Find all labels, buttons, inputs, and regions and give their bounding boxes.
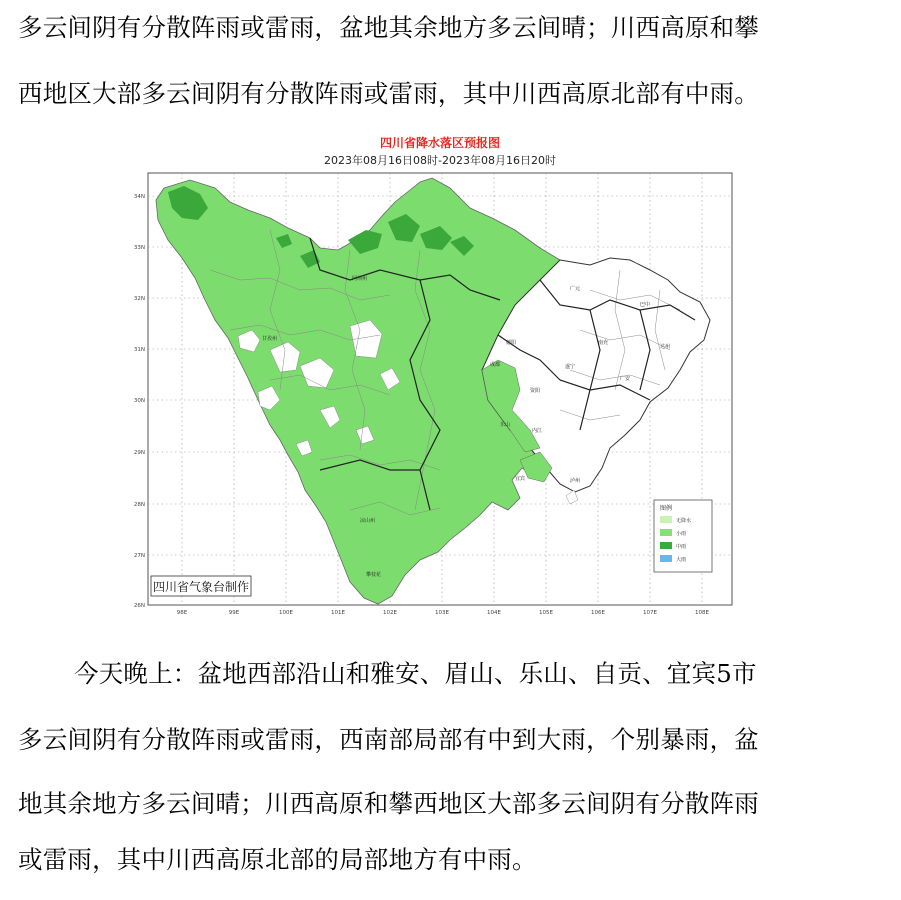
- lat-tick-label: 32N: [133, 296, 145, 302]
- city-label: 达州: [660, 344, 671, 350]
- lon-tick-label: 106E: [591, 610, 605, 616]
- lon-tick-label: 105E: [539, 610, 553, 616]
- lon-tick-label: 103E: [435, 610, 449, 616]
- legend-label: 大雨: [676, 557, 687, 563]
- lat-tick-label: 26N: [133, 603, 145, 609]
- lon-tick-label: 98E: [176, 610, 188, 616]
- city-label: 内江: [532, 428, 543, 434]
- paragraph-line: 西地区大部多云间阴有分散阵雨或雷雨，其中川西高原北部有中雨。: [18, 79, 759, 108]
- lon-tick-label: 99E: [228, 610, 240, 616]
- legend-label: 无降水: [676, 518, 692, 524]
- city-label: 巴中: [640, 302, 651, 308]
- lon-tick-label: 100E: [279, 610, 293, 616]
- map-legend: [654, 500, 712, 572]
- paragraph-line: 多云间阴有分散阵雨或雷雨，西南部局部有中到大雨，个别暴雨，盆: [18, 725, 759, 754]
- lat-tick-label: 30N: [133, 398, 145, 404]
- map-subtitle: 2023年08月16日08时-2023年08月16日20时: [324, 154, 556, 167]
- legend-swatch: [660, 529, 672, 536]
- lat-tick-label: 33N: [133, 245, 145, 251]
- city-label: 凉山州: [360, 518, 376, 524]
- legend-swatch: [660, 542, 672, 549]
- paragraph-line: 或雷雨，其中川西高原北部的局部地方有中雨。: [18, 845, 537, 874]
- legend-label: 小雨: [676, 531, 687, 537]
- city-label: 广安: [620, 376, 631, 382]
- lat-tick-label: 31N: [133, 347, 145, 353]
- paragraph-line: 多云间阴有分散阵雨或雷雨，盆地其余地方多云间晴；川西高原和攀: [18, 13, 759, 42]
- paragraph-line: 地其余地方多云间晴；川西高原和攀西地区大部多云间阴有分散阵雨: [18, 789, 759, 818]
- city-label: 德阳: [506, 340, 517, 346]
- lat-tick-label: 27N: [133, 553, 145, 559]
- legend-title: 图例: [660, 505, 673, 512]
- city-label: 南充: [598, 340, 609, 346]
- legend-label: 中雨: [676, 544, 687, 550]
- map-credit: [151, 576, 251, 596]
- city-label: 泸州: [570, 478, 581, 484]
- precipitation-forecast-map: [120, 130, 760, 620]
- lon-tick-label: 102E: [383, 610, 397, 616]
- legend-swatch: [660, 516, 672, 523]
- lat-tick-label: 29N: [133, 450, 145, 456]
- lat-tick-label: 34N: [133, 194, 145, 200]
- city-label: 宜宾: [515, 476, 526, 482]
- lon-tick-label: 107E: [643, 610, 657, 616]
- lat-tick-label: 28N: [133, 502, 145, 508]
- city-label: 甘孜州: [262, 336, 278, 342]
- credit-text: 四川省气象台制作: [152, 580, 250, 594]
- city-label: 广元: [570, 286, 581, 292]
- lon-tick-label: 104E: [487, 610, 501, 616]
- map-title: 四川省降水落区预报图: [379, 136, 501, 150]
- city-label: 资阳: [530, 388, 541, 394]
- paragraph-line: 今天晚上：盆地西部沿山和雅安、眉山、乐山、自贡、宜宾5市: [74, 659, 757, 688]
- legend-swatch: [660, 555, 672, 562]
- city-label: 成都: [490, 362, 501, 368]
- city-label: 乐山: [500, 422, 511, 428]
- lon-tick-label: 108E: [695, 610, 709, 616]
- city-label: 遂宁: [565, 364, 576, 370]
- city-label: 攀枝花: [366, 572, 382, 578]
- city-label: 阿坝州: [352, 276, 368, 282]
- lon-tick-label: 101E: [331, 610, 345, 616]
